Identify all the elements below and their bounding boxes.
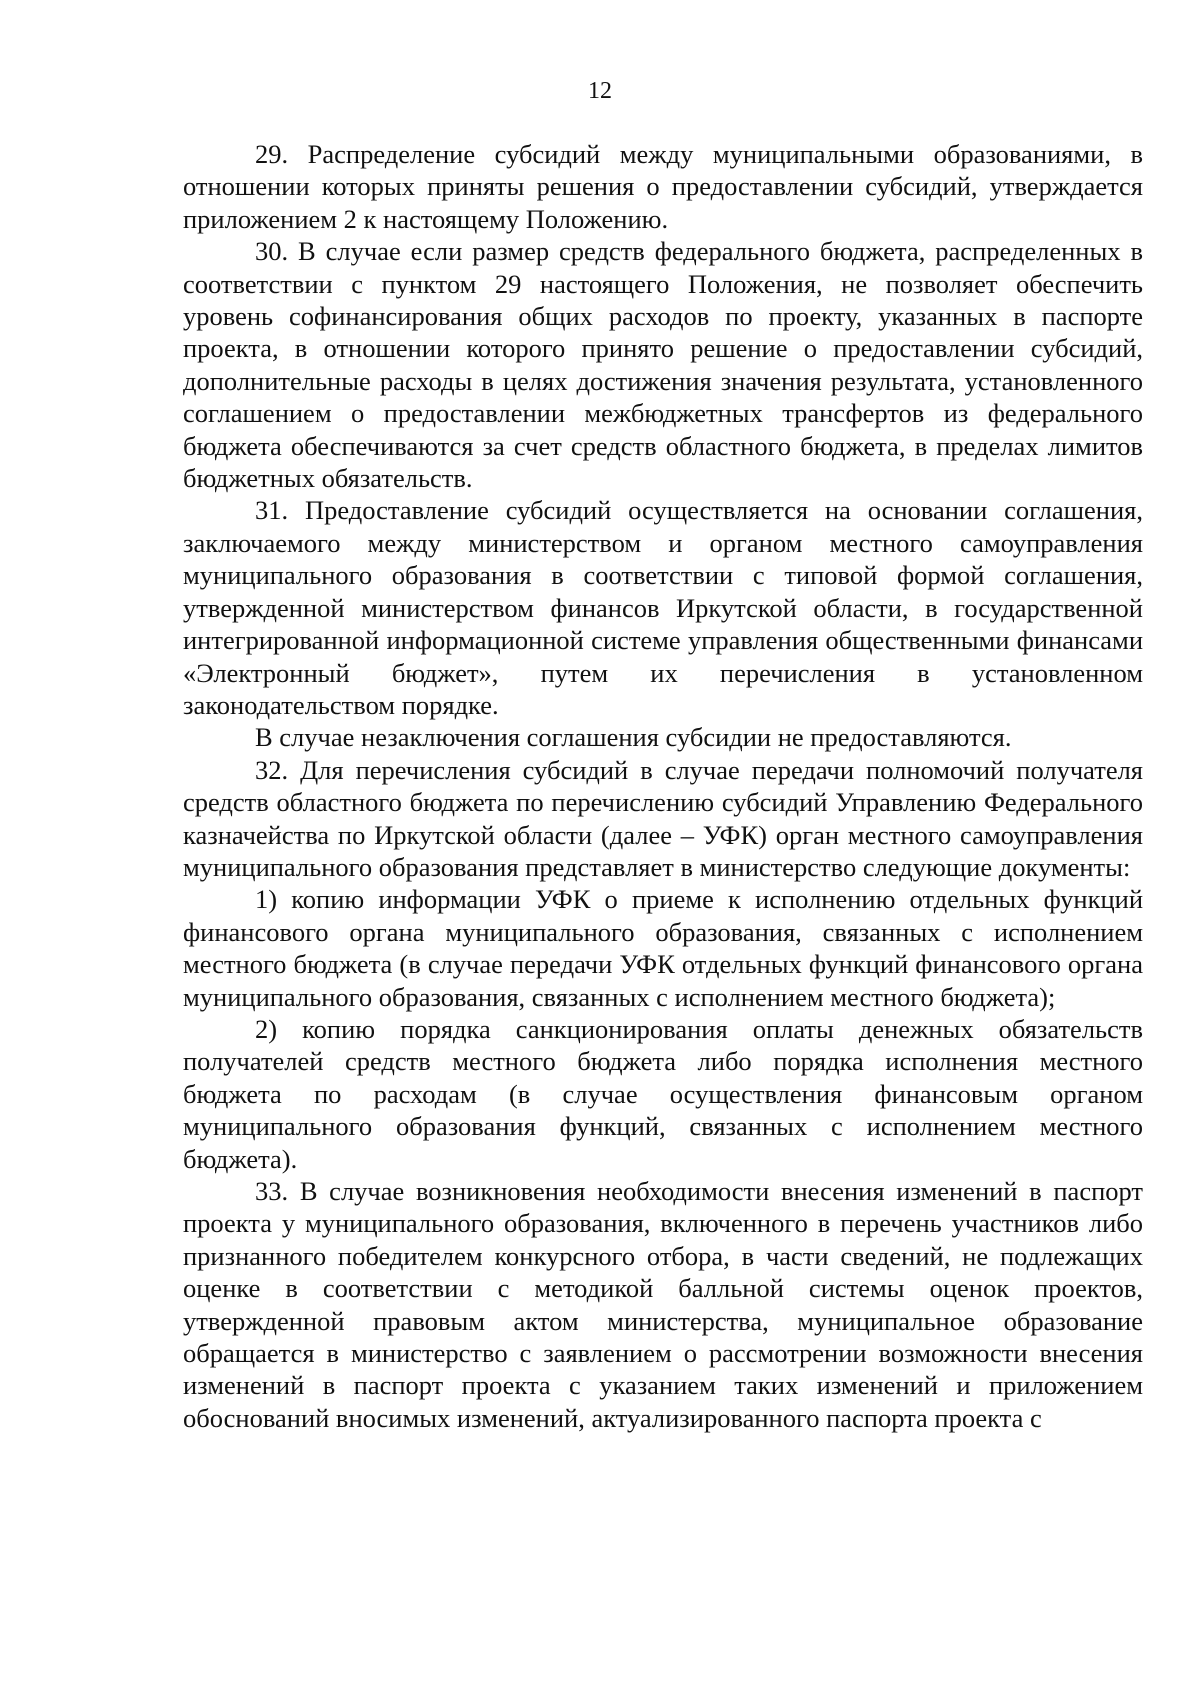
- paragraph-29: 29. Распределение субсидий между муниципальными образованиями, в отношении которых приняты решения о предоставлении субсидий, утверждается приложением 2 к настоящему Положению.: [183, 139, 1143, 234]
- page-number: 12: [588, 78, 612, 104]
- paragraph-31: 31. Предоставление субсидий осуществляется на основании соглашения, заключаемого между министерством и органом местного самоуправления муниципального образования в соответствии с типовой формой соглашения, утвержденной министерством финансов Иркутской области, в государственной интегрированной информационной системе управления общественными финансами «Электронный бюджет», путем их перечисления в установленном законодательством порядке.: [183, 495, 1143, 720]
- document-body: [183, 138, 1143, 1434]
- paragraph-32-item-2: 2) копию порядка санкционирования оплаты денежных обязательств получателей средств местного бюджета либо порядка исполнения местного бюджета по расходам (в случае осуществления финансовым органом муниципального образования функций, связанных с исполнением местного бюджета).: [183, 1013, 1143, 1174]
- paragraph-31-note: В случае незаключения соглашения субсидии не предоставляются.: [255, 722, 1012, 753]
- paragraph-33: 33. В случае возникновения необходимости внесения изменений в паспорт проекта у муниципального образования, включенного в перечень участников либо признанного победителем конкурсного отбора, в части сведений, не подлежащих оценке в соответствии с методикой балльной системы оценок проектов, утвержденной правовым актом министерства, муниципальное образование обращается в министерство с заявлением о рассмотрении возможности внесения изменений в паспорт проекта с указанием таких изменений и приложением обоснований вносимых изменений, актуализированного паспорта проекта с: [183, 1176, 1143, 1433]
- paragraph-32: 32. Для перечисления субсидий в случае передачи полномочий получателя средств областного бюджета по перечислению субсидий Управлению Федерального казначейства по Иркутской области (далее – УФК) орган местного самоуправления муниципального образования представляет в министерство следующие документы:: [183, 754, 1143, 882]
- paragraph-32-item-1: 1) копию информации УФК о приеме к исполнению отдельных функций финансового органа муниципального образования, связанных с исполнением местного бюджета (в случае передачи УФК отдельных функций финансового органа муниципального образования, связанных с исполнением местного бюджета);: [183, 884, 1143, 1012]
- paragraph-30: 30. В случае если размер средств федерального бюджета, распределенных в соответствии с пунктом 29 настоящего Положения, не позволяет обеспечить уровень софинансирования общих расходов по проекту, указанных в паспорте проекта, в отношении которого принято решение о предоставлении субсидий, дополнительные расходы в целях достижения значения результата, установленного соглашением о предоставлении межбюджетных трансфертов из федерального бюджета обеспечиваются за счет средств областного бюджета, в пределах лимитов бюджетных обязательств.: [183, 236, 1143, 494]
